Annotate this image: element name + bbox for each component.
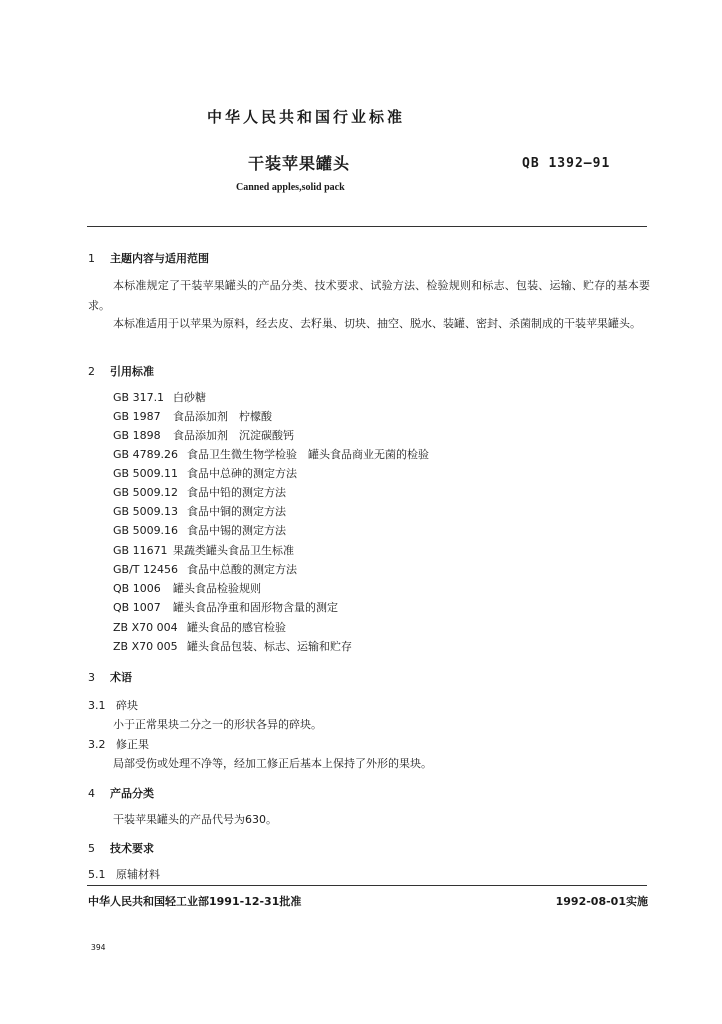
reference-name: 罐头食品净重和固形物含量的测定 — [173, 601, 338, 614]
reference-code: GB 5009.13 — [113, 505, 179, 518]
reference-code: GB 5009.11 — [113, 467, 179, 480]
section-1-paragraph-2: 本标准适用于以苹果为原料，经去皮、去籽巢、切块、抽空、脱水、装罐、密封、杀菌制成的干装苹果罐头。 — [113, 317, 641, 330]
reference-item — [113, 599, 338, 615]
reference-code: GB 317.1 — [113, 391, 165, 404]
section-4-heading — [88, 785, 154, 801]
reference-item — [113, 542, 294, 558]
section-1-paragraph-1: 本标准规定了干装苹果罐头的产品分类、技术要求、试验方法、检验规则和标志、包装、运输、贮存的基本要求。 — [88, 279, 650, 312]
document-title-en: Canned apples,solid pack — [236, 182, 345, 193]
section-1-heading — [88, 250, 209, 266]
reference-code: GB 11671 — [113, 544, 168, 557]
subsection-title: 原辅材料 — [116, 868, 160, 881]
section-5-heading — [88, 840, 154, 856]
reference-code: ZB X70 004 — [113, 621, 178, 634]
subsection-number: 3.1 — [88, 699, 106, 712]
reference-item — [113, 503, 286, 519]
standard-code: QB 1392—91 — [522, 156, 611, 171]
subsection-title: 碎块 — [116, 699, 138, 712]
reference-name: 食品中铅的测定方法 — [187, 486, 286, 499]
reference-name: 食品添加剂 沉淀碳酸钙 — [173, 429, 294, 442]
section-4-text: 干装苹果罐头的产品代号为630。 — [113, 813, 277, 826]
reference-name: 白砂糖 — [173, 391, 206, 404]
reference-name: 果蔬类罐头食品卫生标准 — [173, 544, 294, 557]
reference-item — [113, 427, 294, 443]
section-title: 术语 — [110, 671, 132, 684]
reference-code: GB 1898 — [113, 429, 161, 442]
reference-name: 罐头食品包装、标志、运输和贮存 — [187, 640, 352, 653]
subsection-number: 5.1 — [88, 868, 106, 881]
section-3-heading — [88, 669, 132, 685]
section-number: 1 — [88, 252, 95, 265]
reference-item — [113, 446, 429, 462]
section-number: 4 — [88, 787, 95, 800]
reference-item — [113, 465, 297, 481]
reference-item — [113, 389, 206, 405]
subsection-title: 修正果 — [116, 738, 149, 751]
subsection-number: 3.2 — [88, 738, 106, 751]
subsection-3-2-heading — [88, 736, 149, 752]
reference-item — [113, 522, 286, 538]
reference-code: GB 1987 — [113, 410, 161, 423]
document-title-cn: 干装苹果罐头 — [248, 154, 351, 173]
reference-code: QB 1007 — [113, 601, 161, 614]
reference-code: ZB X70 005 — [113, 640, 178, 653]
reference-name: 罐头食品的感官检验 — [187, 621, 286, 634]
reference-item — [113, 580, 261, 596]
reference-item — [113, 638, 352, 654]
reference-name: 食品卫生微生物学检验 罐头食品商业无菌的检验 — [187, 448, 429, 461]
section-number: 2 — [88, 365, 95, 378]
reference-item — [113, 619, 286, 635]
section-title: 主题内容与适用范围 — [110, 252, 209, 265]
header-divider — [87, 226, 647, 227]
section-title: 产品分类 — [110, 787, 154, 800]
reference-name: 罐头食品检验规则 — [173, 582, 261, 595]
section-number: 3 — [88, 671, 95, 684]
reference-code: GB/T 12456 — [113, 563, 178, 576]
reference-item — [113, 484, 286, 500]
reference-item — [113, 561, 297, 577]
subsection-3-2-text: 局部受伤或处理不净等，经加工修正后基本上保持了外形的果块。 — [113, 757, 432, 770]
reference-name: 食品中铜的测定方法 — [187, 505, 286, 518]
section-title: 引用标准 — [110, 365, 154, 378]
reference-item — [113, 408, 272, 424]
reference-name: 食品中总砷的测定方法 — [187, 467, 297, 480]
section-2-heading — [88, 363, 154, 379]
reference-code: GB 4789.26 — [113, 448, 179, 461]
reference-name: 食品中总酸的测定方法 — [187, 563, 297, 576]
subsection-3-1-heading — [88, 697, 138, 713]
reference-code: GB 5009.16 — [113, 524, 179, 537]
section-number: 5 — [88, 842, 95, 855]
reference-code: QB 1006 — [113, 582, 161, 595]
standard-org-title: 中华人民共和国行业标准 — [206, 108, 405, 126]
subsection-5-1-heading — [88, 866, 160, 882]
subsection-3-1-text: 小于正常果块二分之一的形状各异的碎块。 — [113, 718, 322, 731]
reference-name: 食品中锡的测定方法 — [187, 524, 286, 537]
effective-date: 1992-08-01实施 — [555, 895, 648, 908]
footer-divider — [87, 885, 647, 886]
page-number: 394 — [91, 943, 106, 952]
section-title: 技术要求 — [110, 842, 154, 855]
reference-name: 食品添加剂 柠檬酸 — [173, 410, 272, 423]
reference-code: GB 5009.12 — [113, 486, 179, 499]
approval-statement: 中华人民共和国轻工业部1991-12-31批准 — [88, 895, 302, 908]
